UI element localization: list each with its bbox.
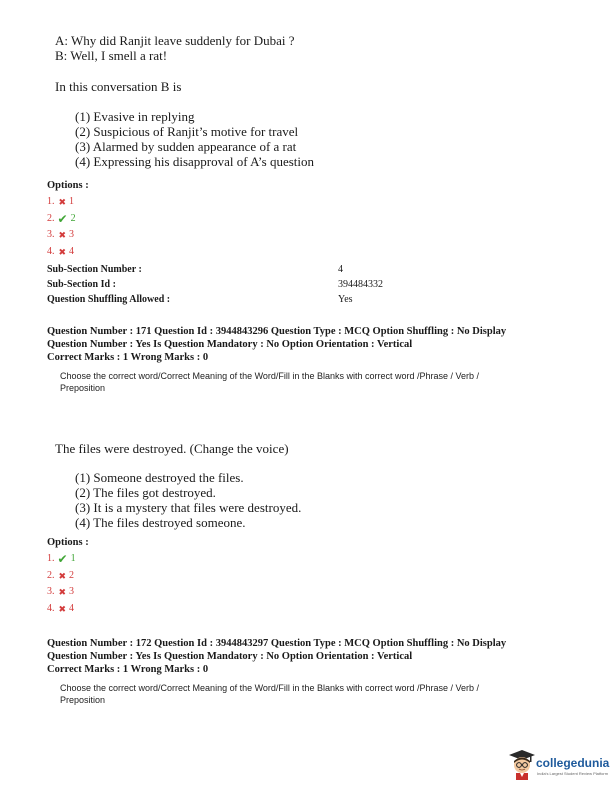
dialogue-line-a: A: Why did Ranjit leave suddenly for Dubai ? (55, 33, 295, 48)
instruction-line: Choose the correct word/Correct Meaning of the Word/Fill in the Blanks with correct word /Phrase / Verb / (60, 683, 480, 693)
option-row (47, 568, 89, 585)
question-header-line: Question Number : Yes Is Question Mandatory : No Option Orientation : Vertical (47, 339, 413, 350)
choice-list (75, 109, 314, 169)
option-value: 2 (70, 212, 76, 224)
wrong-icon: ✖ (58, 246, 67, 257)
question-marks: Correct Marks : 1 Wrong Marks : 0 (47, 352, 209, 363)
subsection-number-label: Sub-Section Number : (47, 264, 142, 275)
option-row (47, 194, 89, 211)
option-value: 2 (69, 569, 75, 581)
question-prompt: The files were destroyed. (Change the voice) (55, 441, 289, 456)
option-number: 4. (47, 245, 55, 257)
choice-item: (1) Evasive in replying (75, 109, 195, 124)
subsection-id-value: 394484332 (338, 279, 383, 290)
option-value: 3 (69, 229, 75, 240)
correct-check-icon: ✔ (57, 552, 68, 566)
option-number: 2. (47, 569, 55, 581)
shuffle-label: Question Shuffling Allowed : (47, 294, 171, 305)
instruction-line: Preposition (60, 383, 106, 393)
options-label: Options : (47, 180, 89, 191)
option-number: 3. (47, 229, 55, 240)
option-row (47, 551, 89, 568)
choice-item: (2) Suspicious of Ranjit’s motive for travel (75, 124, 299, 139)
correct-check-icon: ✔ (57, 211, 68, 226)
option-number: 4. (47, 602, 55, 614)
subsection-id-label: Sub-Section Id : (47, 279, 116, 290)
choice-item: (1) Someone destroyed the files. (75, 470, 244, 485)
options-block (47, 178, 89, 260)
choice-list (75, 470, 301, 530)
wrong-icon: ✖ (58, 587, 67, 597)
question-header-line: Question Number : 172 Question Id : 3944843297 Question Type : MCQ Option Shuffling : No Display (47, 638, 507, 649)
option-row (47, 227, 89, 244)
question-prompt: In this conversation B is (55, 79, 182, 94)
subsection-number-value: 4 (338, 264, 343, 275)
options-label: Options : (47, 537, 89, 548)
choice-item: (3) It is a mystery that files were destroyed. (75, 500, 302, 515)
option-number: 1. (47, 553, 55, 564)
question-header-line: Question Number : 171 Question Id : 3944843296 Question Type : MCQ Option Shuffling : No Display (47, 326, 507, 337)
option-number: 3. (47, 586, 55, 597)
option-value: 4 (69, 245, 75, 257)
option-row (47, 584, 89, 601)
instruction-line: Preposition (60, 695, 106, 705)
dialogue-line-b: B: Well, I smell a rat! (55, 48, 168, 63)
option-row (47, 601, 89, 618)
option-number: 1. (47, 196, 55, 207)
choice-item: (2) The files got destroyed. (75, 485, 216, 500)
option-value: 3 (69, 586, 75, 597)
wrong-icon: ✖ (58, 197, 67, 207)
option-value: 1 (69, 196, 75, 207)
wrong-icon: ✖ (58, 570, 67, 581)
question-marks: Correct Marks : 1 Wrong Marks : 0 (47, 664, 209, 675)
wrong-icon: ✖ (58, 230, 67, 240)
options-block (47, 535, 89, 617)
choice-item: (4) Expressing his disapproval of A’s question (75, 154, 315, 169)
option-value: 1 (70, 553, 76, 564)
option-number: 2. (47, 212, 55, 224)
choice-item: (3) Alarmed by sudden appearance of a rat (75, 139, 297, 154)
collegedunia-logo (508, 748, 608, 782)
logo-tagline: India's Largest Student Review Platform (537, 771, 609, 776)
option-row (47, 244, 89, 261)
shuffle-value: Yes (338, 294, 353, 305)
instruction-line: Choose the correct word/Correct Meaning of the Word/Fill in the Blanks with correct word /Phrase / Verb / (60, 371, 480, 381)
option-value: 4 (69, 602, 75, 614)
choice-item: (4) The files destroyed someone. (75, 515, 246, 530)
wrong-icon: ✖ (58, 603, 67, 614)
question-header-line: Question Number : Yes Is Question Mandatory : No Option Orientation : Vertical (47, 651, 413, 662)
graduate-mascot-icon (508, 748, 536, 780)
logo-wordmark: collegedunia (536, 756, 610, 770)
option-row (47, 211, 89, 228)
